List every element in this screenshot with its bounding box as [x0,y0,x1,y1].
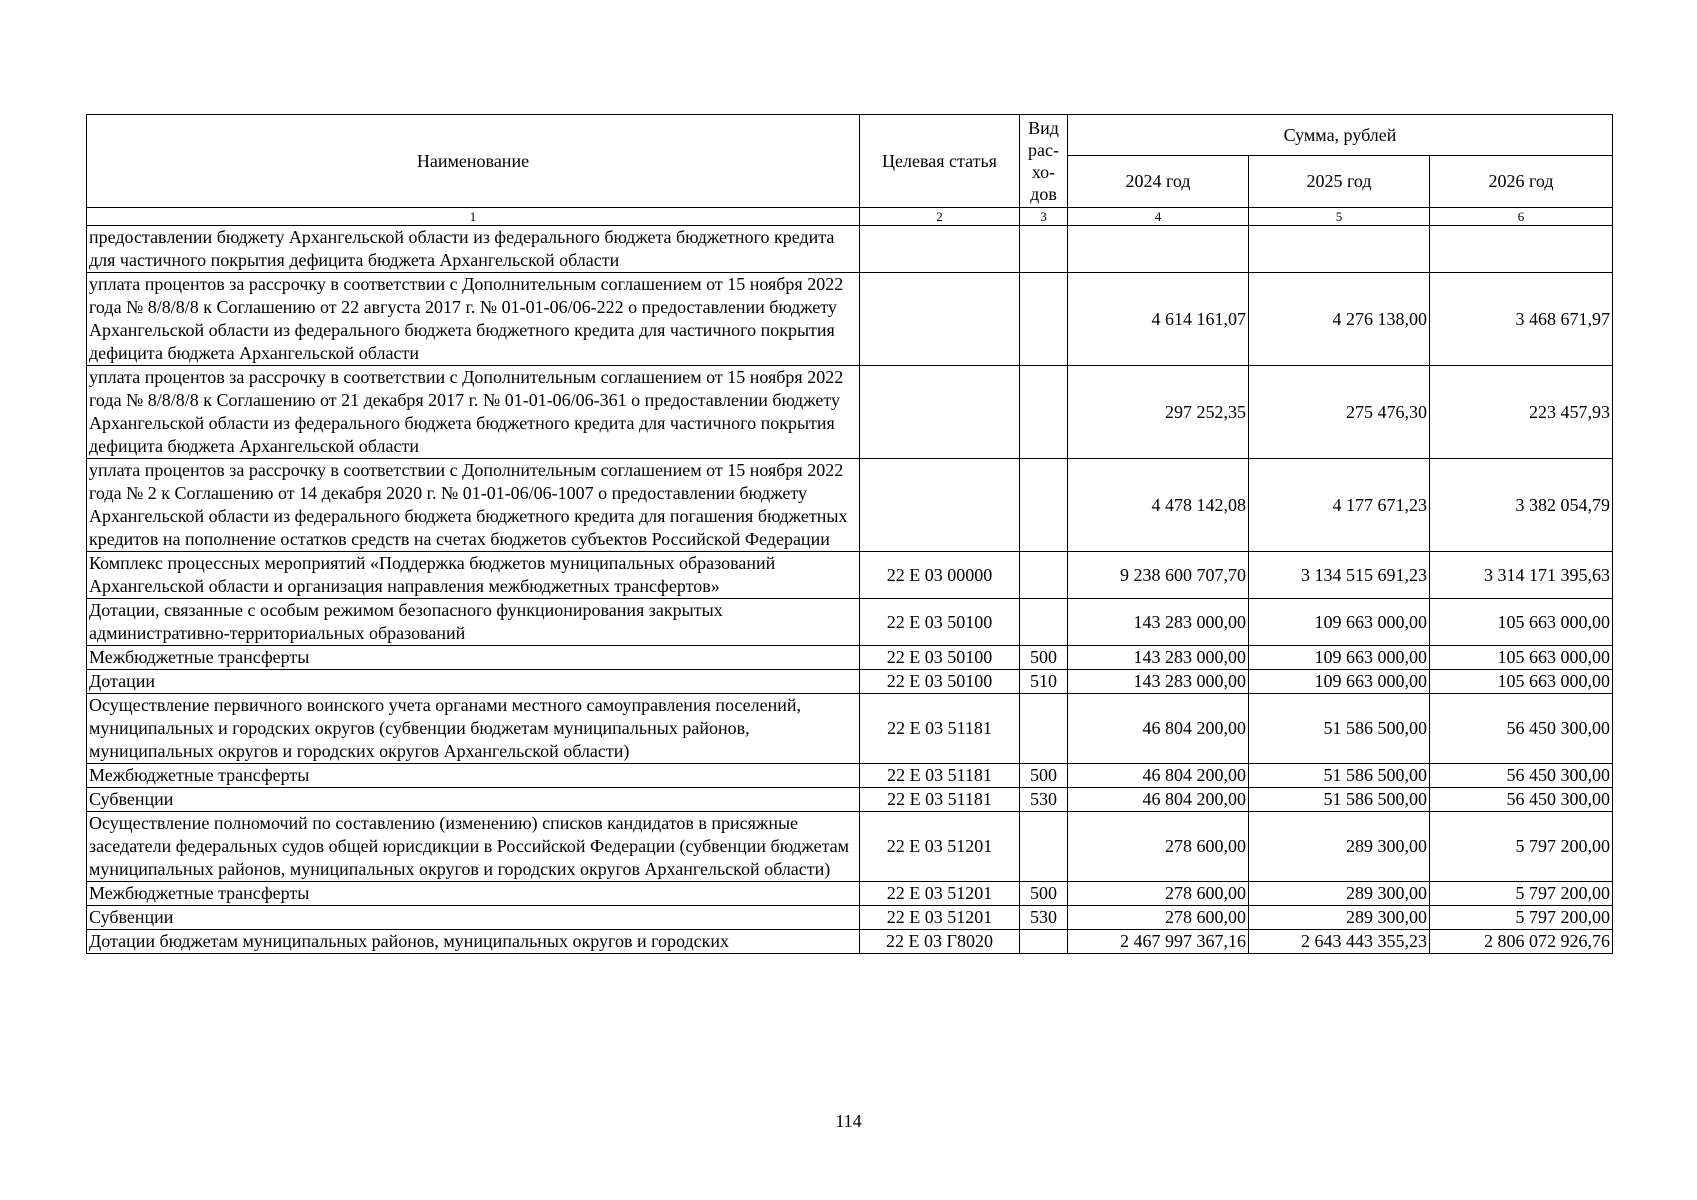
cell-target-article: 22 Е 03 51181 [860,694,1020,764]
table-row [87,882,1613,906]
cell-expense-type: 530 [1020,906,1068,930]
table-row [87,670,1613,694]
cell-expense-type: 500 [1020,764,1068,788]
column-number: 5 [1249,208,1430,226]
table-row [87,366,1613,459]
cell-amount-2024: 9 238 600 707,70 [1068,552,1249,599]
column-number: 3 [1020,208,1068,226]
cell-amount-2026: 3 314 171 395,63 [1430,552,1613,599]
header-expense-type-line: дов [1030,184,1057,204]
header-expense-type [1020,115,1068,208]
cell-amount-2024: 278 600,00 [1068,906,1249,930]
column-number: 1 [87,208,860,226]
cell-target-article: 22 Е 03 50100 [860,599,1020,646]
cell-amount-2026: 56 450 300,00 [1430,764,1613,788]
cell-amount-2026: 223 457,93 [1430,366,1613,459]
cell-amount-2026: 105 663 000,00 [1430,646,1613,670]
cell-amount-2026: 5 797 200,00 [1430,882,1613,906]
cell-amount-2025: 3 134 515 691,23 [1249,552,1430,599]
cell-expense-type: 530 [1020,788,1068,812]
cell-name: Межбюджетные трансферты [87,882,860,906]
cell-amount-2026: 56 450 300,00 [1430,694,1613,764]
cell-target-article: 22 Е 03 50100 [860,646,1020,670]
cell-amount-2025: 51 586 500,00 [1249,764,1430,788]
cell-target-article: 22 Е 03 50100 [860,670,1020,694]
header-expense-type-line: хо- [1031,162,1056,182]
cell-amount-2025: 4 276 138,00 [1249,273,1430,366]
cell-name: Дотации [87,670,860,694]
page-number: 114 [835,1111,862,1131]
cell-expense-type [1020,930,1068,954]
cell-amount-2024: 2 467 997 367,16 [1068,930,1249,954]
cell-amount-2026: 105 663 000,00 [1430,670,1613,694]
header-target-article: Целевая статья [860,115,1020,208]
cell-amount-2025: 2 643 443 355,23 [1249,930,1430,954]
cell-expense-type [1020,694,1068,764]
cell-name: уплата процентов за рассрочку в соответствии с Дополнительным соглашением от 15 ноября 2022 года № 8/8/8/8 к Соглашению от 22 августа 2017 г. № 01-01-06/06-222 о предоставлении бюджету Архангельской области из федерального бюджета бюджетного кредита для частичного покрытия дефицита бюджета Архангельской области [87,273,860,366]
header-expense-type-line: рас- [1028,140,1059,160]
table-row [87,764,1613,788]
cell-expense-type: 500 [1020,646,1068,670]
cell-amount-2026: 5 797 200,00 [1430,906,1613,930]
cell-amount-2026: 2 806 072 926,76 [1430,930,1613,954]
cell-target-article: 22 Е 03 51201 [860,812,1020,882]
header-row-main [87,115,1613,156]
cell-amount-2024: 143 283 000,00 [1068,599,1249,646]
cell-amount-2026: 3 468 671,97 [1430,273,1613,366]
header-year-2025: 2025 год [1249,156,1430,208]
cell-expense-type [1020,366,1068,459]
cell-target-article [860,366,1020,459]
cell-amount-2026: 56 450 300,00 [1430,788,1613,812]
header-name: Наименование [87,115,860,208]
cell-target-article [860,226,1020,273]
table-row [87,599,1613,646]
cell-expense-type [1020,599,1068,646]
cell-name: Межбюджетные трансферты [87,646,860,670]
cell-name: уплата процентов за рассрочку в соответствии с Дополнительным соглашением от 15 ноября 2022 года № 8/8/8/8 к Соглашению от 21 декабря 2017 г. № 01-01-06/06-361 о предоставлении бюджету Архангельской области из федерального бюджета бюджетного кредита для частичного покрытия дефицита бюджета Архангельской области [87,366,860,459]
budget-table [86,114,1613,954]
table-row [87,273,1613,366]
cell-expense-type: 510 [1020,670,1068,694]
cell-amount-2025: 51 586 500,00 [1249,788,1430,812]
table-row [87,788,1613,812]
table-row [87,930,1613,954]
cell-amount-2026 [1430,226,1613,273]
cell-name: Осуществление полномочий по составлению (изменению) списков кандидатов в присяжные заседатели федеральных судов общей юрисдикции в Российской Федерации (субвенции бюджетам муниципальных районов, муниципальных округов и городских округов Архангельской области) [87,812,860,882]
cell-target-article: 22 Е 03 51201 [860,882,1020,906]
table-row [87,226,1613,273]
table-body [87,226,1613,954]
cell-amount-2025 [1249,226,1430,273]
table-row [87,459,1613,552]
cell-expense-type: 500 [1020,882,1068,906]
cell-amount-2025: 51 586 500,00 [1249,694,1430,764]
cell-amount-2025: 289 300,00 [1249,812,1430,882]
cell-amount-2024: 46 804 200,00 [1068,764,1249,788]
cell-amount-2025: 289 300,00 [1249,882,1430,906]
header-sum-caption: Сумма, рублей [1068,115,1613,156]
cell-amount-2024: 46 804 200,00 [1068,788,1249,812]
header-year-2026: 2026 год [1430,156,1613,208]
header-year-2024: 2024 год [1068,156,1249,208]
cell-amount-2026: 5 797 200,00 [1430,812,1613,882]
cell-amount-2025: 275 476,30 [1249,366,1430,459]
cell-target-article: 22 Е 03 51181 [860,788,1020,812]
cell-name: Межбюджетные трансферты [87,764,860,788]
cell-target-article: 22 Е 03 Г8020 [860,930,1020,954]
cell-amount-2024: 278 600,00 [1068,882,1249,906]
table-row [87,694,1613,764]
cell-expense-type [1020,273,1068,366]
cell-amount-2025: 289 300,00 [1249,906,1430,930]
cell-expense-type [1020,552,1068,599]
cell-target-article: 22 Е 03 51201 [860,906,1020,930]
cell-name: Дотации, связанные с особым режимом безопасного функционирования закрытых административно-территориальных образований [87,599,860,646]
table-row [87,552,1613,599]
cell-name: Субвенции [87,906,860,930]
column-number: 2 [860,208,1020,226]
cell-amount-2025: 109 663 000,00 [1249,599,1430,646]
cell-expense-type [1020,226,1068,273]
column-number: 4 [1068,208,1249,226]
cell-amount-2026: 105 663 000,00 [1430,599,1613,646]
cell-target-article [860,459,1020,552]
cell-name: предоставлении бюджету Архангельской области из федерального бюджета бюджетного кредита для частичного покрытия дефицита бюджета Архангельской области [87,226,860,273]
cell-name: Осуществление первичного воинского учета органами местного самоуправления поселений, муниципальных и городских округов (субвенции бюджетам муниципальных районов, муниципальных округов и городских округов Архангельской области) [87,694,860,764]
cell-amount-2024: 4 614 161,07 [1068,273,1249,366]
cell-name: Комплекс процессных мероприятий «Поддержка бюджетов муниципальных образований Архангельской области и организация направления межбюджетных трансфертов» [87,552,860,599]
table-row [87,812,1613,882]
cell-amount-2025: 4 177 671,23 [1249,459,1430,552]
cell-amount-2024: 46 804 200,00 [1068,694,1249,764]
cell-amount-2024: 143 283 000,00 [1068,646,1249,670]
cell-amount-2024: 278 600,00 [1068,812,1249,882]
header-expense-type-line: Вид [1028,118,1059,138]
cell-expense-type [1020,459,1068,552]
cell-amount-2024 [1068,226,1249,273]
table-row [87,646,1613,670]
table-row [87,906,1613,930]
cell-target-article [860,273,1020,366]
cell-amount-2026: 3 382 054,79 [1430,459,1613,552]
cell-amount-2025: 109 663 000,00 [1249,670,1430,694]
cell-target-article: 22 Е 03 51181 [860,764,1020,788]
column-number: 6 [1430,208,1613,226]
cell-amount-2024: 4 478 142,08 [1068,459,1249,552]
cell-expense-type [1020,812,1068,882]
cell-target-article: 22 Е 03 00000 [860,552,1020,599]
cell-amount-2024: 143 283 000,00 [1068,670,1249,694]
cell-name: уплата процентов за рассрочку в соответствии с Дополнительным соглашением от 15 ноября 2022 года № 2 к Соглашению от 14 декабря 2020 г. № 01-01-06/06-1007 о предоставлении бюджету Архангельской области из федерального бюджета бюджетного кредита для погашения бюджетных кредитов на пополнение остатков средств на счетах бюджетов субъектов Российской Федерации [87,459,860,552]
cell-name: Дотации бюджетам муниципальных районов, муниципальных округов и городских [87,930,860,954]
cell-amount-2025: 109 663 000,00 [1249,646,1430,670]
cell-amount-2024: 297 252,35 [1068,366,1249,459]
header-row-column-numbers [87,208,1613,226]
cell-name: Субвенции [87,788,860,812]
